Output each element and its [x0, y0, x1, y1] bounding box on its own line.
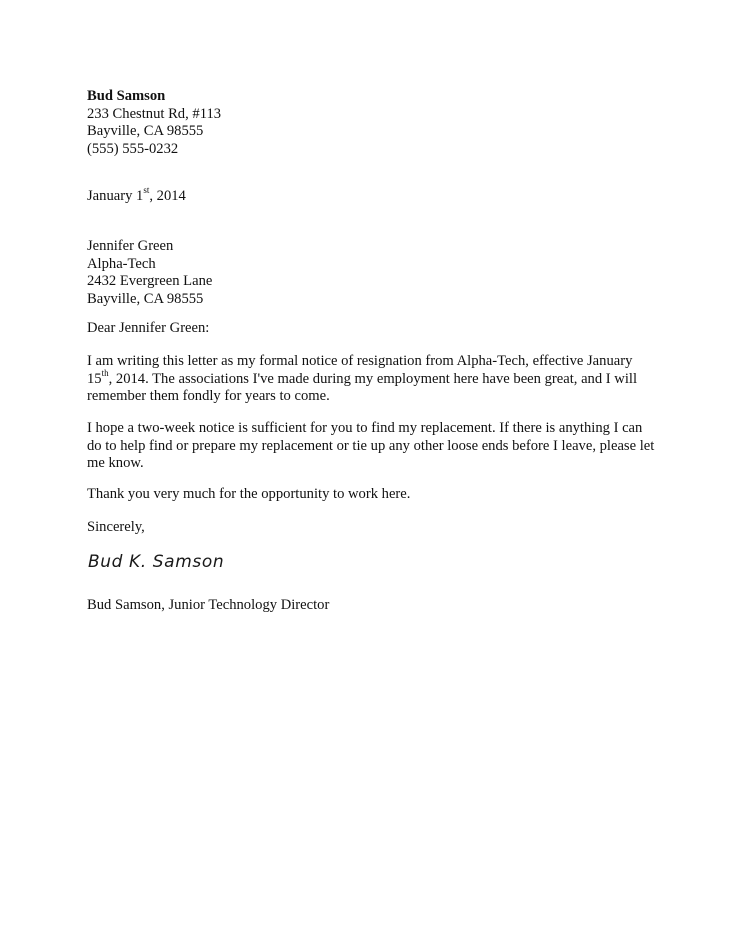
letter-date — [87, 185, 667, 206]
recipient-city: Bayville, CA 98555 — [87, 290, 204, 307]
p2-line-2: do to help find or prepare my replacement or tie up any other loose ends before I leave, please let — [87, 437, 655, 454]
handwritten-signature: Bud K. Samson — [88, 552, 225, 572]
p3-text: Thank you very much for the opportunity to work here. — [87, 486, 411, 502]
signoff-text: Bud Samson, Junior Technology Director — [87, 597, 330, 613]
p1-line-3: remember them fondly for years to come. — [87, 388, 330, 404]
recipient-street: 2432 Evergreen Lane — [87, 273, 213, 289]
closing-text: Sincerely, — [87, 519, 145, 535]
p2-line-3: me know. — [87, 455, 144, 471]
signoff — [87, 597, 667, 615]
sender-street: 233 Chestnut Rd, #113 — [87, 105, 222, 122]
p1-line-2-rest: , 2014. The associations I've made during my employment here have been great, and I will — [108, 370, 637, 387]
p1-line-2-suffix: th — [101, 367, 109, 378]
body-paragraph-2 — [87, 420, 667, 473]
sender-address — [87, 88, 667, 158]
closing — [87, 519, 667, 537]
salutation — [87, 320, 667, 338]
recipient-name: Jennifer Green — [87, 238, 174, 254]
body-paragraph-1 — [87, 353, 667, 406]
sender-phone: (555) 555-0232 — [87, 140, 179, 157]
recipient-address — [87, 238, 667, 308]
date-prefix: January 1 — [87, 188, 144, 204]
salutation-text: Dear Jennifer Green: — [87, 320, 210, 336]
sender-name: Bud Samson — [87, 88, 166, 104]
date-year: , 2014 — [149, 188, 186, 204]
p1-line-2-prefix: 15 — [87, 370, 102, 387]
date-suffix: st — [143, 185, 150, 196]
p2-line-1: I hope a two-week notice is sufficient for you to find my replacement. If there is anything I can — [87, 420, 643, 436]
recipient-company: Alpha-Tech — [87, 255, 156, 272]
p1-line-1: I am writing this letter as my formal notice of resignation from Alpha-Tech, effective January — [87, 353, 633, 369]
sender-city: Bayville, CA 98555 — [87, 123, 204, 139]
body-paragraph-3 — [87, 486, 667, 504]
